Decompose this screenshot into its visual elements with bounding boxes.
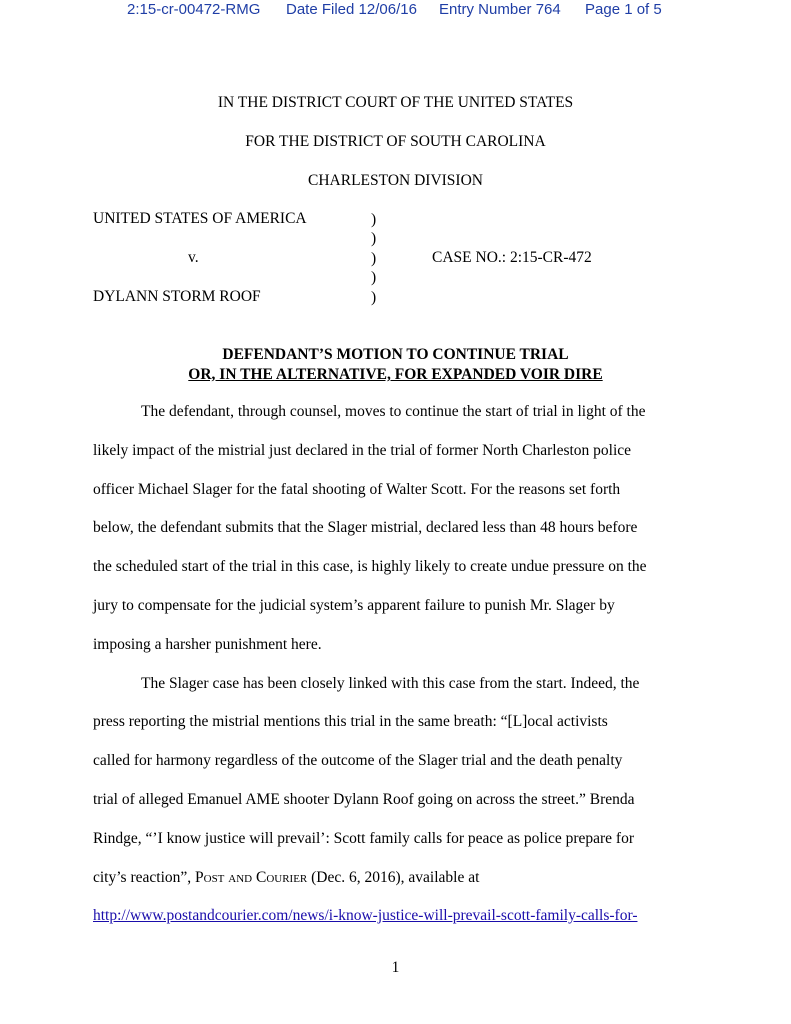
caption-versus: v.: [188, 249, 199, 266]
caption-paren: ): [371, 250, 377, 267]
motion-subtitle-wrap: [0, 366, 791, 384]
court-name: IN THE DISTRICT COURT OF THE UNITED STATES: [217, 94, 574, 111]
court-district: FOR THE DISTRICT OF SOUTH CAROLINA: [245, 133, 546, 150]
citation-pre: city’s reaction”,: [93, 869, 195, 886]
case-number: CASE NO.: 2:15-CR-472: [432, 249, 592, 266]
body-line: the scheduled start of the trial in this case, is highly likely to create undue pressure on the: [93, 558, 647, 575]
citation-line: [93, 869, 479, 887]
ecf-case-id: 2:15-cr-00472-RMG: [127, 1, 261, 18]
ecf-entry-number: Entry Number 764: [439, 1, 561, 18]
caption-defendant: DYLANN STORM ROOF: [93, 288, 261, 305]
caption-plaintiff: UNITED STATES OF AMERICA: [93, 210, 307, 227]
body-line: The Slager case has been closely linked with this case from the start. Indeed, the: [141, 675, 640, 692]
body-line: below, the defendant submits that the Slager mistrial, declared less than 48 hours before: [93, 519, 638, 536]
motion-title: DEFENDANT’S MOTION TO CONTINUE TRIAL: [222, 346, 569, 363]
body-line: likely impact of the mistrial just declared in the trial of former North Charleston police: [93, 442, 632, 459]
body-line: The defendant, through counsel, moves to continue the start of trial in light of the: [141, 403, 646, 420]
body-line: Rindge, “’I know justice will prevail’: Scott family calls for peace as police prepare for: [93, 830, 635, 847]
body-line: trial of alleged Emanuel AME shooter Dylann Roof going on across the street.” Brenda: [93, 791, 635, 808]
caption-paren: ): [371, 230, 377, 247]
body-line: officer Michael Slager for the fatal shooting of Walter Scott. For the reasons set forth: [93, 481, 621, 498]
body-line: press reporting the mistrial mentions this trial in the same breath: “[L]ocal activists: [93, 713, 608, 730]
article-link[interactable]: http://www.postandcourier.com/news/i-know-justice-will-prevail-scott-family-calls-for-: [93, 907, 638, 924]
caption-paren: ): [371, 211, 377, 228]
citation-source: Post and Courier: [195, 869, 308, 886]
body-line: jury to compensate for the judicial system’s apparent failure to punish Mr. Slager by: [93, 597, 615, 614]
body-line: imposing a harsher punishment here.: [93, 636, 322, 653]
ecf-page: Page 1 of 5: [585, 1, 662, 18]
court-division: CHARLESTON DIVISION: [308, 172, 483, 189]
motion-subtitle: OR, IN THE ALTERNATIVE, FOR EXPANDED VOIR DIRE: [188, 366, 603, 383]
citation-post: (Dec. 6, 2016), available at: [307, 869, 480, 886]
page-number: 1: [391, 959, 400, 976]
url-line: [93, 907, 637, 925]
caption-paren: ): [371, 289, 377, 306]
body-line: called for harmony regardless of the outcome of the Slager trial and the death penalty: [93, 752, 623, 769]
caption-paren: ): [371, 269, 377, 286]
ecf-date-filed: Date Filed 12/06/16: [286, 1, 417, 18]
